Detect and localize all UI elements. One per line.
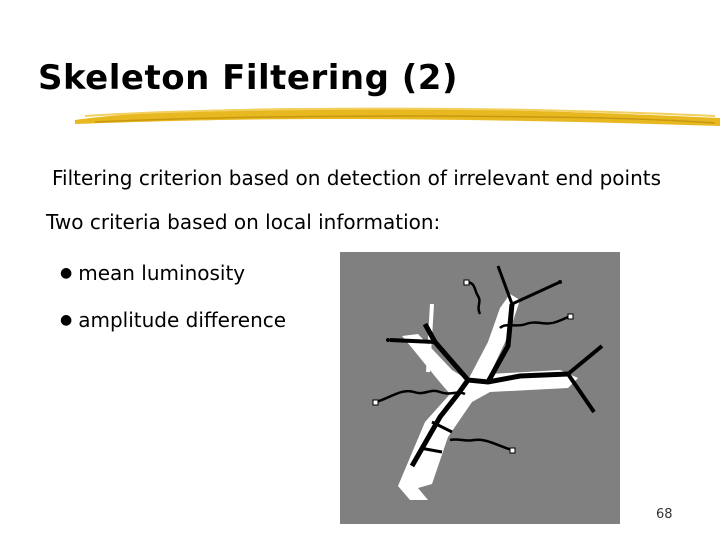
bullet-item (60, 308, 286, 332)
bullet-item (60, 261, 245, 285)
skeleton-figure (340, 252, 620, 524)
bullet-label: mean luminosity (78, 261, 246, 285)
title-underline-decoration (75, 104, 720, 130)
slide-title: Skeleton Filtering (2) (38, 58, 458, 98)
page-number: 68 (656, 507, 673, 522)
bullet-dot-icon: ● (60, 312, 73, 328)
bullet-label: amplitude difference (78, 308, 287, 332)
criteria-intro-text: Two criteria based on local information: (46, 210, 441, 234)
criterion-text: Filtering criterion based on detection of irrelevant end points (52, 166, 662, 190)
bullet-dot-icon: ● (60, 265, 73, 281)
